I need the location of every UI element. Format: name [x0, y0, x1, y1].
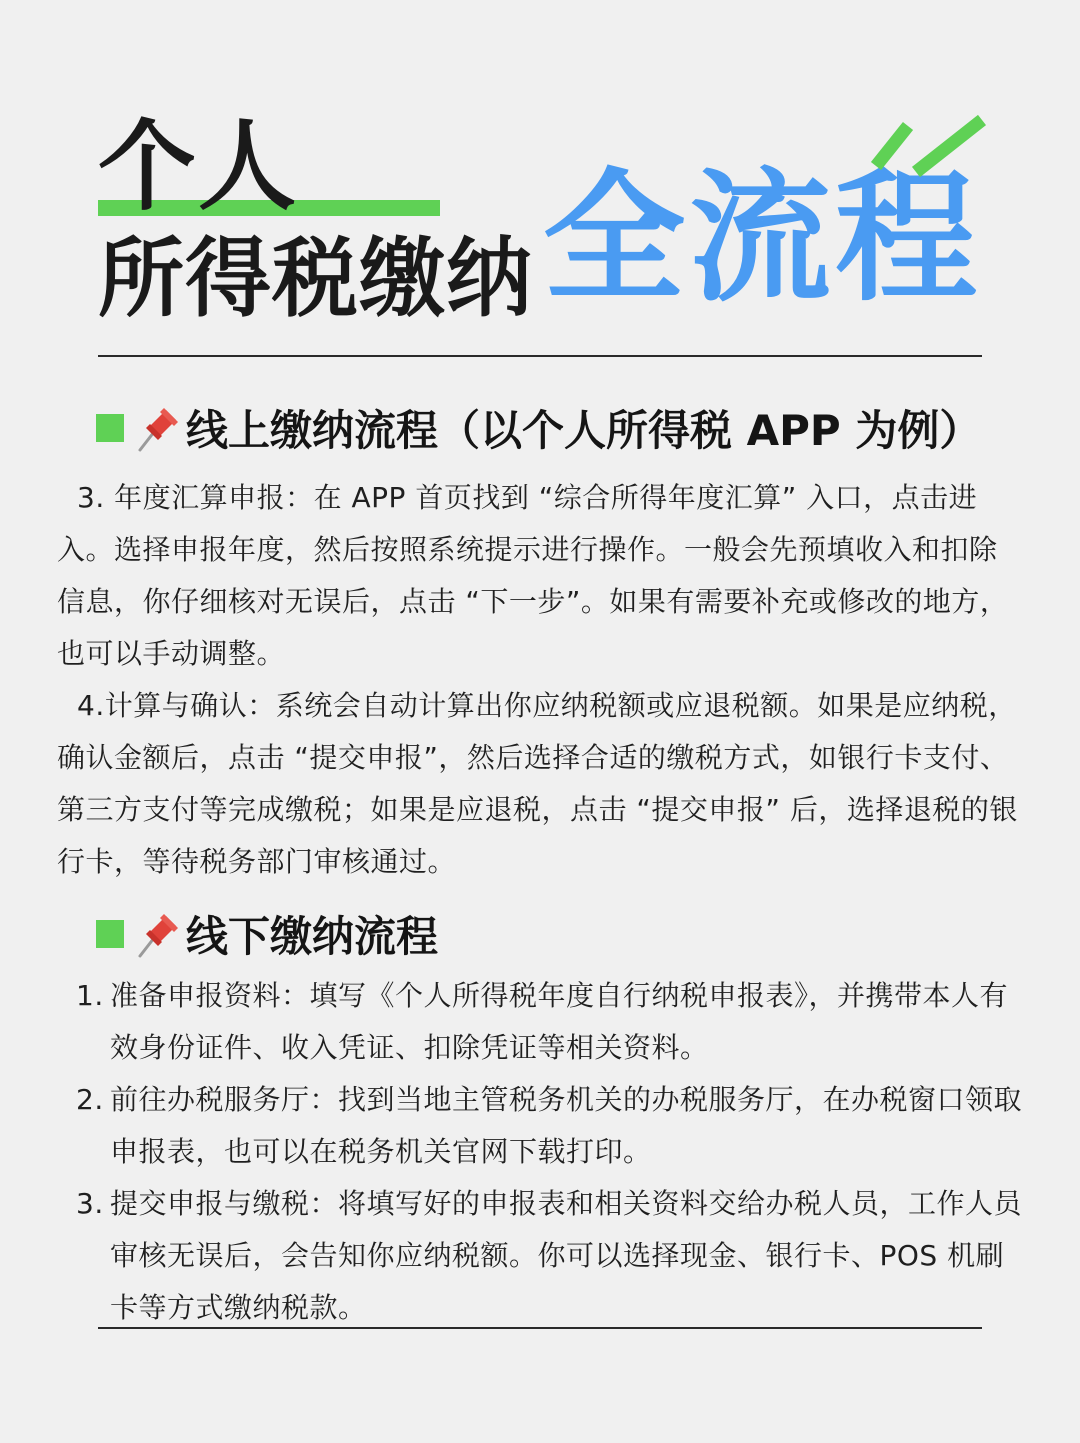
list-item-text: 准备申报资料：填写《个人所得税年度自行纳税申报表》，并携带本人有效身份证件、收入凭证、扣除凭证等相关资料。 [110, 979, 1009, 1064]
section-online-heading [96, 398, 981, 458]
list-item-number: 3. [76, 1187, 104, 1220]
sparkle-marks-icon [864, 108, 994, 178]
title-line-2: 所得税缴纳 [98, 229, 533, 329]
section-offline-title: 线下缴纳流程 [186, 912, 439, 961]
pushpin-icon [136, 404, 180, 452]
divider-bottom [98, 1327, 982, 1329]
pushpin-icon [136, 910, 180, 958]
list-item-number: 1. [76, 979, 104, 1012]
divider-top [98, 355, 982, 357]
title-accent: 全流程 [543, 156, 981, 321]
green-square-bullet [96, 920, 124, 948]
list-item-number: 2. [76, 1083, 104, 1116]
section-offline-heading [96, 904, 438, 964]
green-square-bullet [96, 414, 124, 442]
list-item [76, 1074, 1026, 1178]
list-item-text: 提交申报与缴税：将填写好的申报表和相关资料交给办税人员，工作人员审核无误后，会告知你应纳税额。你可以选择现金、银行卡、POS 机刷卡等方式缴纳税款。 [110, 1187, 1023, 1324]
section-online-title: 线上缴纳流程（以个人所得税 APP 为例） [186, 406, 982, 455]
title-line-1: 个人 [98, 110, 299, 224]
online-step-3: 3. 年度汇算申报：在 APP 首页找到 “综合所得年度汇算” 入口，点击进入。选择申报年度，然后按照系统提示进行操作。一般会先预填收入和扣除信息，你仔细核对无误后，点击 “下一步”。如果有需要补充或修改的地方，也可以手动调整。 [57, 481, 1009, 670]
list-item-text: 前往办税服务厅：找到当地主管税务机关的办税服务厅，在办税窗口领取申报表，也可以在税务机关官网下载打印。 [110, 1083, 1023, 1168]
list-item [76, 970, 1026, 1074]
offline-steps-list [76, 970, 1026, 1334]
online-step-4: 4.计算与确认：系统会自动计算出你应纳税额或应退税额。如果是应纳税，确认金额后，点击 “提交申报”，然后选择合适的缴税方式，如银行卡支付、第三方支付等完成缴税；如果是应退税，点击 “提交申报” 后，选择退税的银行卡，等待税务部门审核通过。 [57, 689, 1018, 878]
list-item [76, 1178, 1026, 1334]
